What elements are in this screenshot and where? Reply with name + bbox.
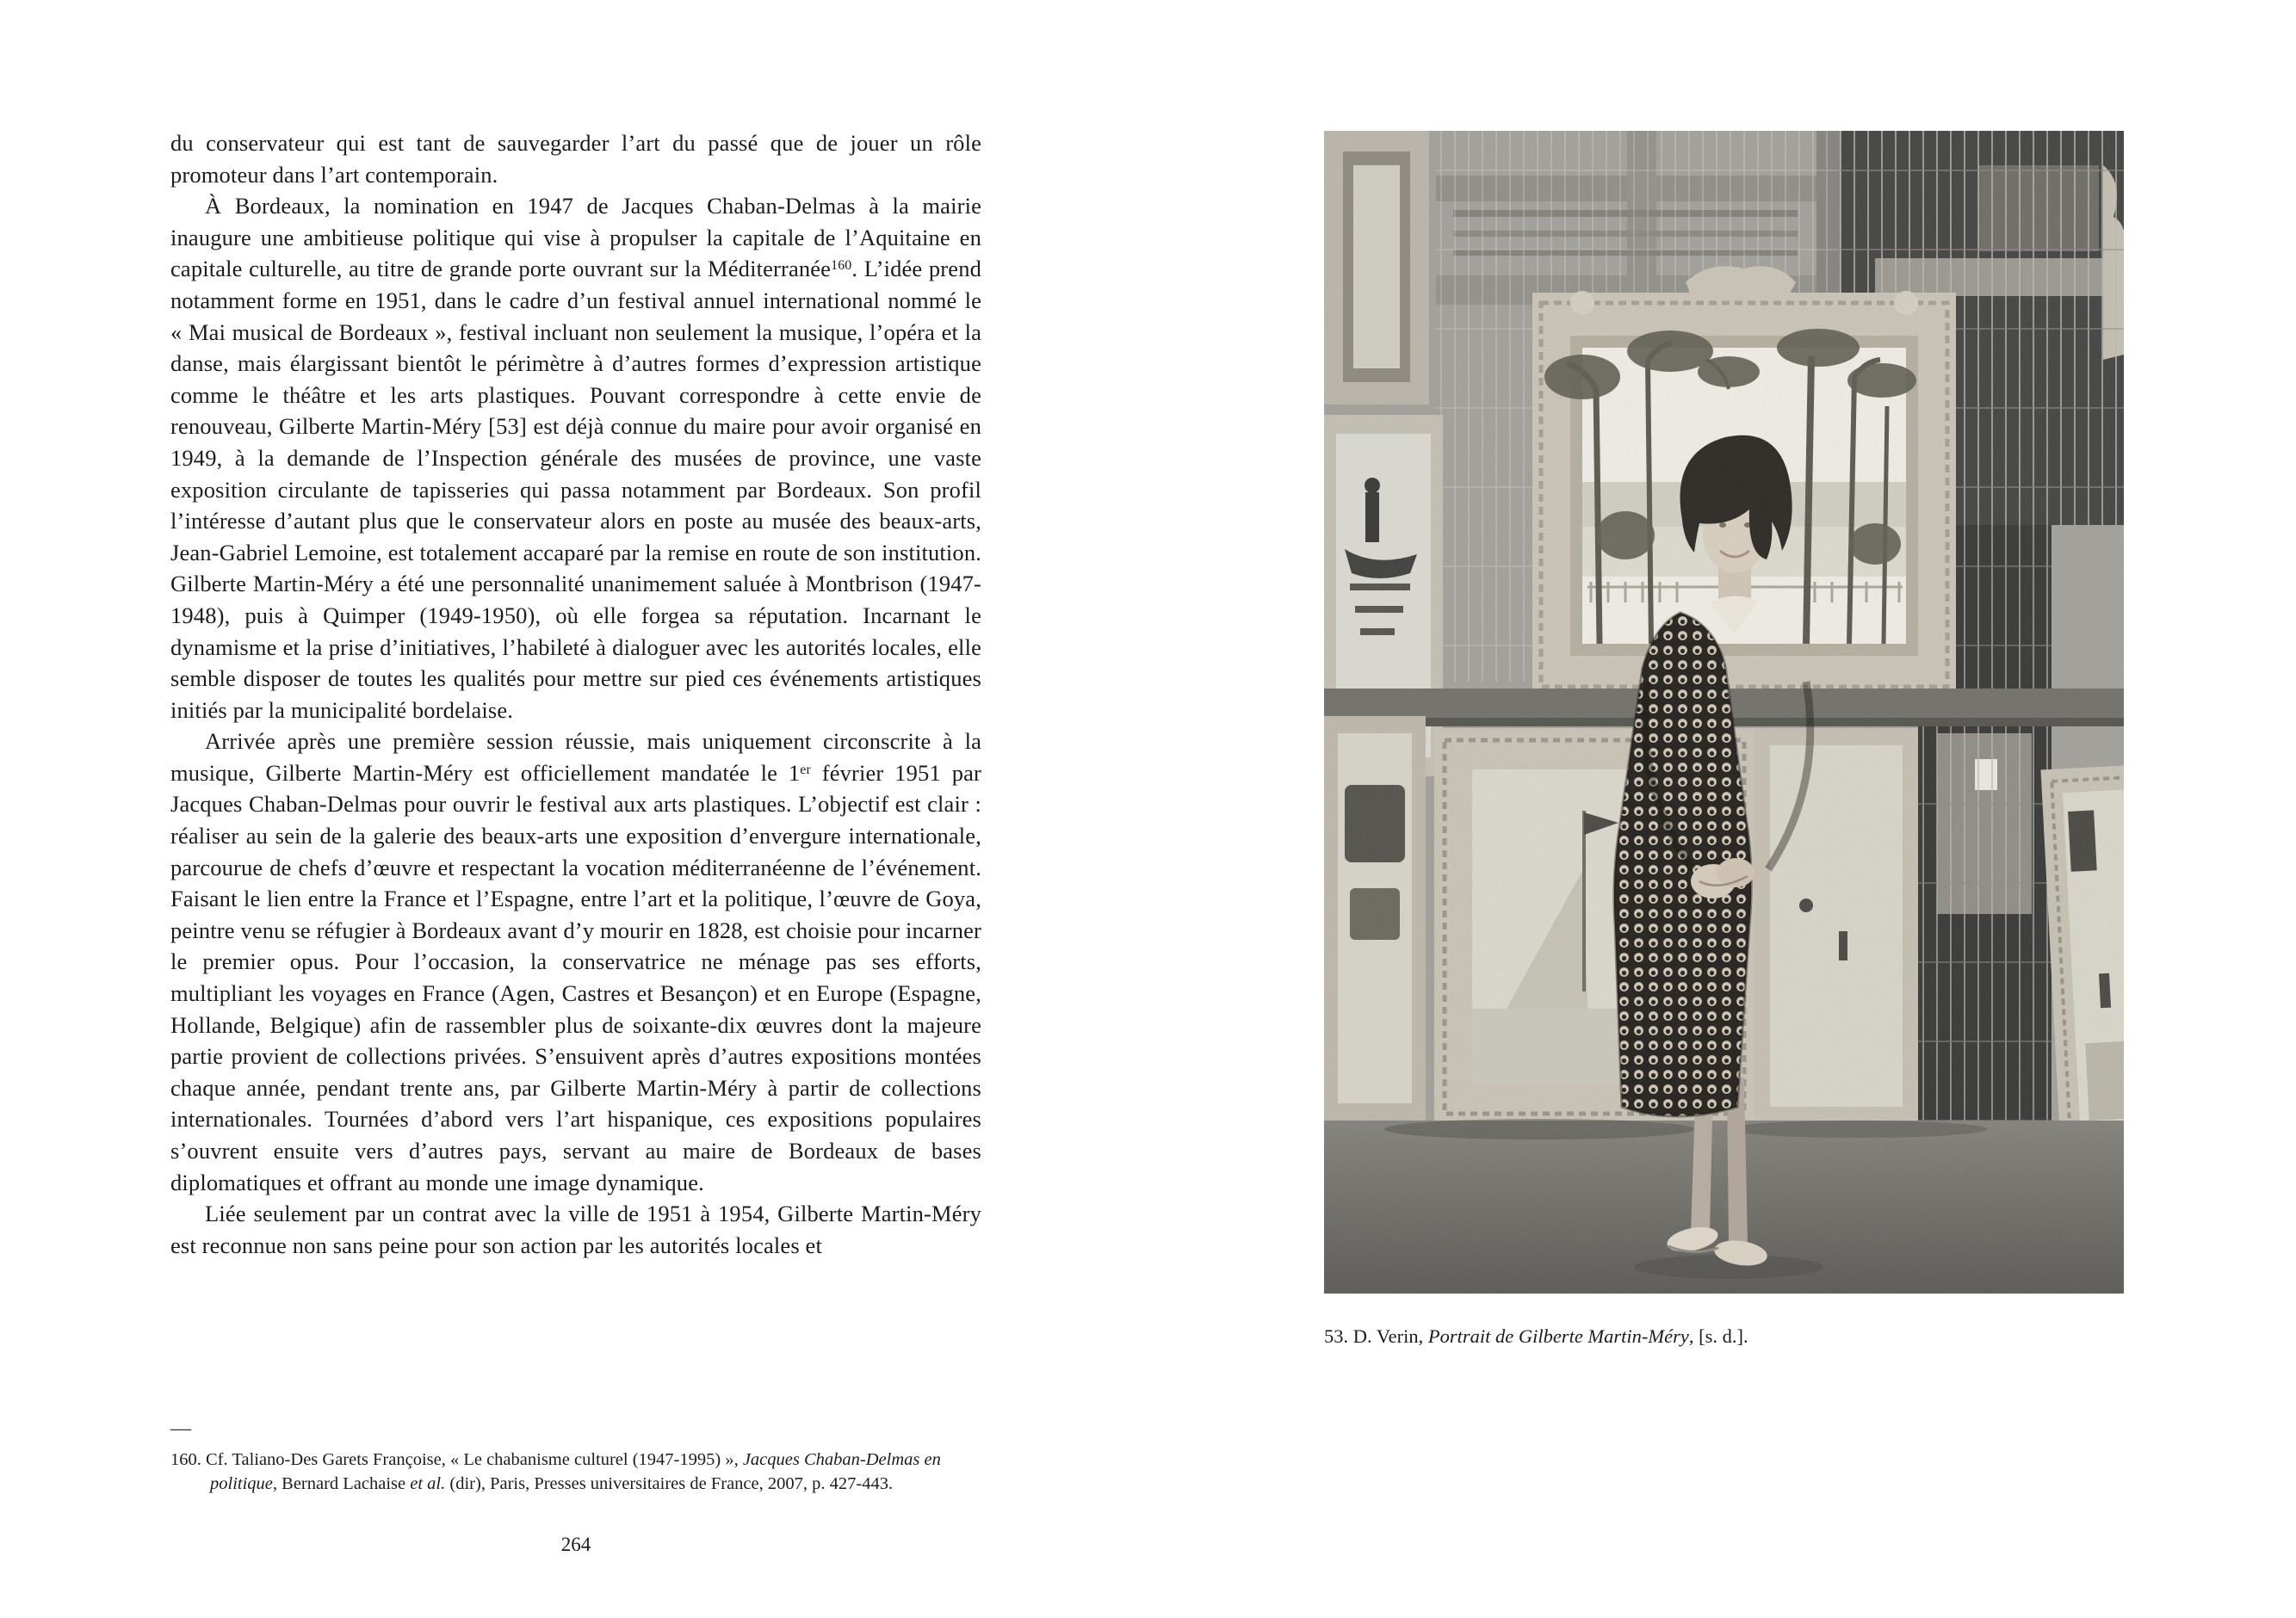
- body-paragraph: Liée seulement par un contrat avec la ville de 1951 à 1954, Gilberte Martin-Méry est reconnue non sans peine pour son action par les autorités locales et: [170, 1201, 981, 1258]
- footnote-separator: —: [170, 1417, 191, 1440]
- page-number: 264: [560, 1534, 591, 1555]
- footnote: [170, 1448, 1004, 1496]
- body-text: [170, 127, 981, 1261]
- body-paragraph: Arrivée après une première session réussie, mais uniquement circonscrite à la musique, Gilberte Martin-Méry est officiellement mandatée le 1er février 1951 par Jacques Chaban-Delmas pour ouvrir le festival aux arts plastiques. L’objectif est clair : réaliser au sein de la galerie des beaux-arts une exposition d’envergure internationale, parcourue de chefs d’œuvre et respectant la vocation méditerranéenne de l’événement. Faisant le lien entre la France et l’Espagne, entre l’art et la politique, l’œuvre de Goya, peintre venu se réfugier à Bordeaux avant d’y mourir en 1828, est choisie pour incarner le premier opus. Pour l’occasion, la conservatrice ne ménage pas ses efforts, multipliant les voyages en France (Agen, Castres et Besançon) et en Europe (Espagne, Hollande, Belgique) afin de rassembler plus de soixante-dix œuvres dont la majeure partie provient de collections privées. S’ensuivent après d’autres expositions montées chaque année, pendant trente ans, par Gilberte Martin-Méry à partir de collections internationales. Tournées d’abord vers l’art hispanique, ces expositions populaires s’ouvrent ensuite vers d’autres pays, servant au maire de Bordeaux de bases diplomatiques et offrant au monde une image dynamique.: [170, 728, 981, 1195]
- footnote-text: 160. Cf. Taliano-Des Garets Françoise, « Le chabanisme culturel (1947-1995) », Jacques Chaban-Delmas en politique, Bernard Lachaise et al. (dir), Paris, Presses universitaires de France, 2007, p. 427-443.: [170, 1450, 941, 1493]
- photo-illustration: [1324, 131, 2124, 1294]
- body-paragraph: À Bordeaux, la nomination en 1947 de Jacques Chaban-Delmas à la mairie inaugure une ambitieuse politique qui vise à propulser la capitale de l’Aquitaine en capitale culturelle, au titre de grande porte ouvrant sur la Méditerranée$^{160}$. L’idée prend notamment forme en 1951, dans le cadre d’un festival annuel international nommé le « Mai musical de Bordeaux », festival incluant non seulement la musique, l’opéra et la danse, mais élargissant bientôt le périmètre à d’autres formes d’expression artistique comme le théâtre et les arts plastiques. Pouvant correspondre à cette envie de renouveau, Gilberte Martin-Méry [53] est déjà connue du maire pour avoir organisé en 1949, à la demande de l’Inspection générale des musées de province, une vaste exposition circulante de tapisseries qui passa notamment par Bordeaux. Son profil l’intéresse d’autant plus que le conservateur alors en poste au musée des beaux-arts, Jean-Gabriel Lemoine, est totalement accaparé par la remise en route de son institution. Gilberte Martin-Méry a été une personnalité unanimement saluée à Montbrison (1947-1948), puis à Quimper (1949-1950), où elle forgea sa réputation. Incarnant le dynamisme et la prise d’initiatives, l’habileté à dialoguer avec les autorités locales, elle semble disposer de toutes les qualités pour mettre sur pied ces événements artistiques initiés par la municipalité bordelaise.: [170, 193, 981, 723]
- portrait-photograph: [1324, 131, 2124, 1294]
- body-paragraph: du conservateur qui est tant de sauvegarder l’art du passé que de jouer un rôle promoteur dans l’art contemporain.: [170, 130, 981, 188]
- photo-caption: 53. D. Verin, Portrait de Gilberte Martin-Méry, [s. d.].: [1324, 1325, 1748, 1347]
